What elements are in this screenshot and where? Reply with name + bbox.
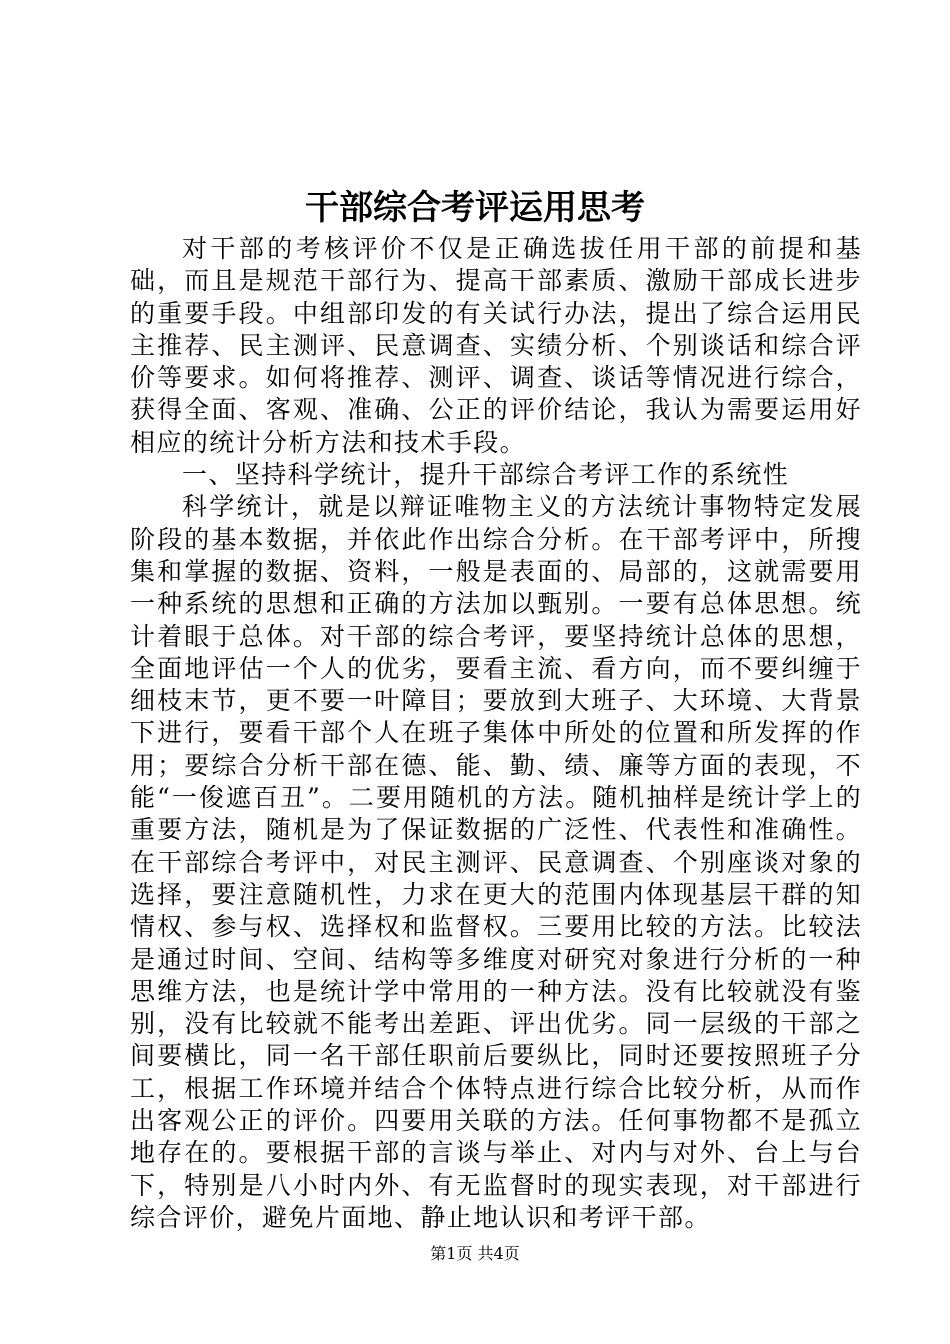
page-number-footer: 第1页 共4页 <box>430 1244 520 1263</box>
document-body <box>130 233 862 1234</box>
section-paragraph: 科学统计，就是以辩证唯物主义的方法统计事物特定发展阶段的基本数据，并依此作出综合分析。在干部考评中，所搜集和掌握的数据、资料，一般是表面的、局部的，这就需要用一种系统的思想和正确的方法加以甄别。一要有总体思想。统计着眼于总体。对干部的综合考评，要坚持统计总体的思想，全面地评估一个人的优劣，要看主流、看方向，而不要纠缠于细枝末节，更不要一叶障目；要放到大班子、大环境、大背景下进行，要看干部个人在班子集体中所处的位置和所发挥的作用；要综合分析干部在德、能、勤、绩、廉等方面的表现，不能“一俊遮百丑”。二要用随机的方法。随机抽样是统计学上的重要方法，随机是为了保证数据的广泛性、代表性和准确性。在干部综合考评中，对民主测评、民意调查、个别座谈对象的选择，要注意随机性，力求在更大的范围内体现基层干群的知情权、参与权、选择权和监督权。三要用比较的方法。比较法是通过时间、空间、结构等多维度对研究对象进行分析的一种思维方法，也是统计学中常用的一种方法。没有比较就没有鉴别，没有比较就不能考出差距、评出优劣。同一层级的干部之间要横比，同一名干部任职前后要纵比，同时还要按照班子分工，根据工作环境并结合个体特点进行综合比较分析，从而作出客观公正的评价。四要用关联的方法。任何事物都不是孤立地存在的。要根据干部的言谈与举止、对内与对外、台上与台下，特别是八小时内外、有无监督时的现实表现，对干部进行综合评价，避免片面地、静止地认识和考评干部。 <box>130 492 862 1232</box>
section-heading: 一、坚持科学统计，提升干部综合考评工作的系统性 <box>182 460 790 490</box>
document-title: 干部综合考评运用思考 <box>305 188 645 228</box>
intro-paragraph: 对干部的考核评价不仅是正确选拔任用干部的前提和基础，而且是规范干部行为、提高干部素质、激励干部成长进步的重要手段。中组部印发的有关试行办法，提出了综合运用民主推荐、民主测评、民意调查、实绩分析、个别谈话和综合评价等要求。如何将推荐、测评、调查、谈话等情况进行综合，获得全面、客观、准确、公正的评价结论，我认为需要运用好相应的统计分析方法和技术手段。 <box>130 234 862 457</box>
